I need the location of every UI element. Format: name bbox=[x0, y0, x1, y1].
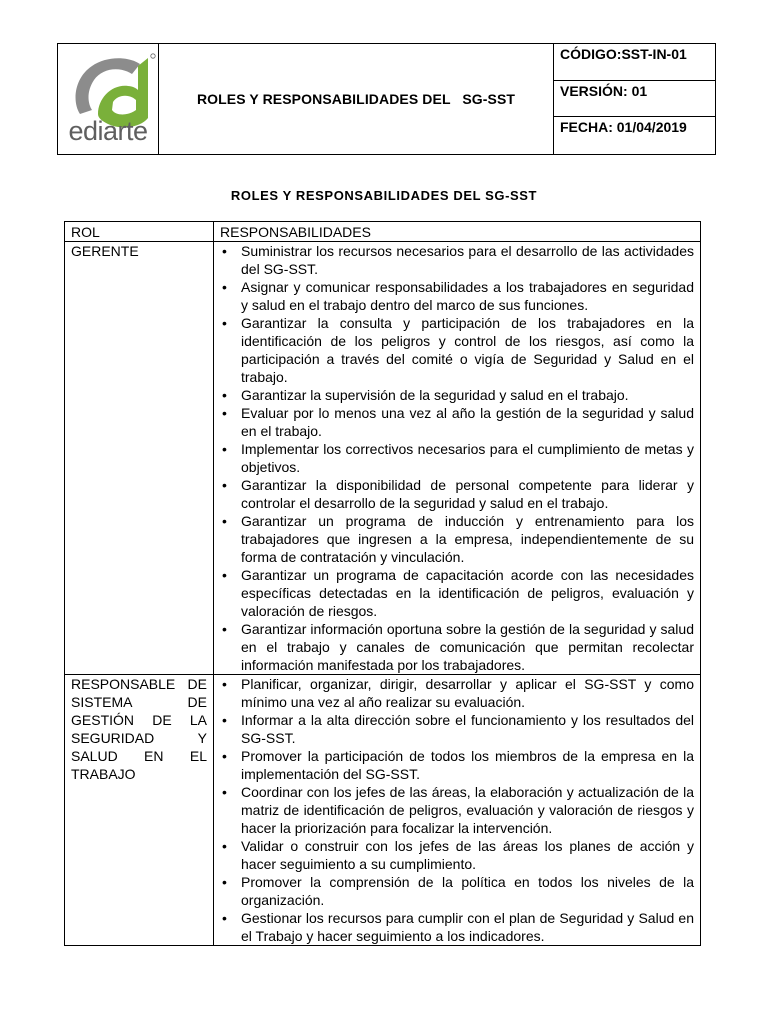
column-header-rol: ROL bbox=[65, 222, 214, 242]
responsibilities-list bbox=[220, 675, 694, 945]
list-item: • Garantizar la supervisión de la seguridad y salud en el trabajo. bbox=[241, 386, 694, 404]
registered-mark bbox=[151, 54, 155, 58]
list-item: • Garantizar la consulta y participación de los trabajadores en la identificación de los peligros y control de los riesgos, así como la participación a través del comité o vigía de Seguridad y Salud en el trabajo. bbox=[241, 314, 694, 386]
list-item: • Suministrar los recursos necesarios para el desarrollo de las actividades del SG-SST. bbox=[241, 242, 694, 278]
document-code: CÓDIGO:SST-IN-01 bbox=[554, 44, 715, 81]
logo-wordmark: ediarte bbox=[68, 116, 148, 146]
list-item: • Evaluar por lo menos una vez al año la gestión de la seguridad y salud en el trabajo. bbox=[241, 404, 694, 440]
header-title: ROLES Y RESPONSABILIDADES DEL SG-SST bbox=[159, 44, 554, 154]
responsibilities-cell bbox=[214, 242, 701, 675]
responsibilities-cell bbox=[214, 675, 701, 946]
document-title: ROLES Y RESPONSABILIDADES DEL SG-SST bbox=[230, 188, 538, 203]
list-item: • Implementar los correctivos necesarios para el cumplimiento de metas y objetivos. bbox=[241, 440, 694, 476]
list-item: • Garantizar información oportuna sobre la gestión de la seguridad y salud en el trabajo y canales de comunicación que permitan recolectar información manifestada por los trabajadores. bbox=[241, 620, 694, 674]
list-item: • Informar a la alta dirección sobre el funcionamiento y los resultados del SG-SST. bbox=[241, 711, 694, 747]
list-item: • Promover la comprensión de la política en todos los niveles de la organización. bbox=[241, 873, 694, 909]
column-header-responsabilidades: RESPONSABILIDADES bbox=[214, 222, 701, 242]
role-name: GERENTE bbox=[71, 243, 139, 259]
table-row bbox=[65, 242, 701, 675]
list-item: • Coordinar con los jefes de las áreas, la elaboración y actualización de la matriz de identificación de peligros, evaluación y valoración de riesgos y hacer la priorización para focalizar la intervención. bbox=[241, 783, 694, 837]
role-cell bbox=[65, 675, 214, 946]
list-item: • Validar o construir con los jefes de las áreas los planes de acción y hacer seguimiento a su cumplimiento. bbox=[241, 837, 694, 873]
list-item: • Garantizar la disponibilidad de personal competente para liderar y controlar el desarrollo de la seguridad y salud en el trabajo. bbox=[241, 476, 694, 512]
role-name: RESPONSABLE DE SISTEMA DE GESTIÓN DE LA SEGURIDAD Y SALUD EN EL TRABAJO bbox=[71, 676, 207, 782]
responsibilities-list bbox=[220, 242, 694, 674]
logo-cell bbox=[58, 44, 159, 154]
document-header bbox=[57, 43, 716, 155]
role-cell bbox=[65, 242, 214, 675]
table-header-row bbox=[65, 222, 701, 242]
list-item: • Garantizar un programa de inducción y entrenamiento para los trabajadores que ingresen a la empresa, independientemente de su forma de contratación y vinculación. bbox=[241, 512, 694, 566]
list-item: • Planificar, organizar, dirigir, desarrollar y aplicar el SG-SST y como mínimo una vez al año realizar su evaluación. bbox=[241, 675, 694, 711]
ediarte-logo bbox=[58, 44, 159, 154]
list-item: • Gestionar los recursos para cumplir con el plan de Seguridad y Salud en el Trabajo y hacer seguimiento a los indicadores. bbox=[241, 909, 694, 945]
header-meta bbox=[554, 44, 715, 154]
list-item: • Asignar y comunicar responsabilidades a los trabajadores en seguridad y salud en el trabajo dentro del marco de sus funciones. bbox=[241, 278, 694, 314]
list-item: • Garantizar un programa de capacitación acorde con las necesidades específicas detectadas en la identificación de peligros, evaluación y valoración de riesgos. bbox=[241, 566, 694, 620]
document-date: FECHA: 01/04/2019 bbox=[560, 119, 687, 135]
document-version: VERSIÓN: 01 bbox=[554, 81, 715, 117]
roles-table bbox=[64, 221, 701, 946]
list-item: • Promover la participación de todos los miembros de la empresa en la implementación del SG-SST. bbox=[241, 747, 694, 783]
table-row bbox=[65, 675, 701, 946]
